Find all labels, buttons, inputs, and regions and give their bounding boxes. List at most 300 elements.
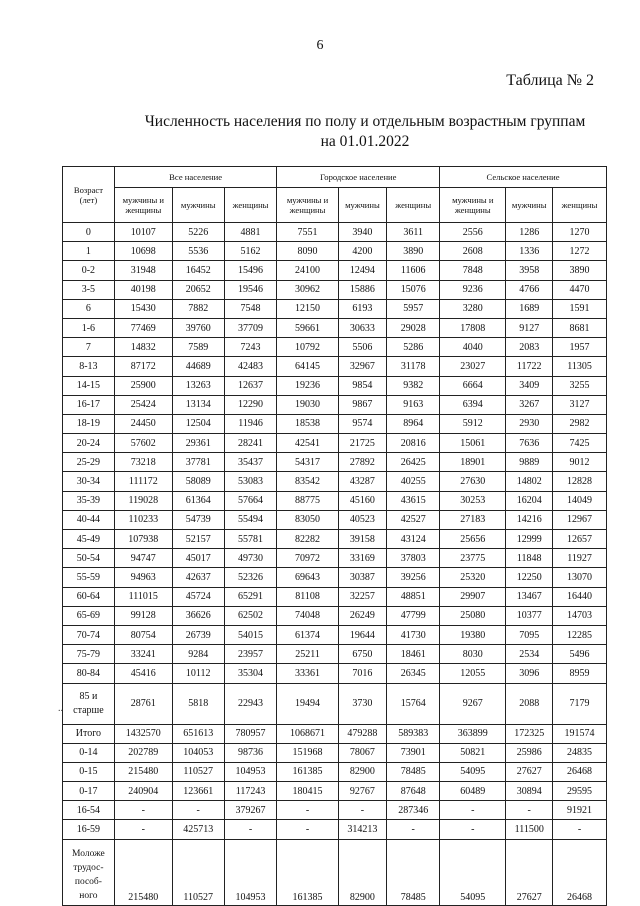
document-title: [60, 112, 640, 152]
value-cell: 78485: [387, 839, 440, 905]
value-cell: 45017: [172, 549, 224, 568]
title-line-1: Численность населения по полу и отдельным возрастным группам: [144, 113, 586, 130]
value-cell: 82900: [338, 762, 387, 781]
value-cell: -: [277, 820, 338, 839]
value-cell: 26345: [387, 664, 440, 683]
value-cell: 1068671: [277, 724, 338, 743]
value-cell: 73901: [387, 743, 440, 762]
value-cell: 45160: [338, 491, 387, 510]
value-cell: 19030: [277, 395, 338, 414]
value-cell: 10107: [114, 223, 172, 242]
value-cell: 14703: [553, 606, 607, 625]
age-group-cell: 30-34: [63, 472, 115, 491]
value-cell: 23027: [440, 357, 506, 376]
value-cell: 43287: [338, 472, 387, 491]
value-cell: 123661: [172, 782, 224, 801]
age-group-cell: 14-15: [63, 376, 115, 395]
value-cell: 94963: [114, 568, 172, 587]
value-cell: 31178: [387, 357, 440, 376]
table-row: [63, 664, 607, 683]
value-cell: 7636: [506, 434, 553, 453]
value-cell: -: [506, 801, 553, 820]
age-group-cell: 1-6: [63, 318, 115, 337]
value-cell: 2608: [440, 242, 506, 261]
header-all-women: женщины: [224, 188, 277, 223]
value-cell: 6750: [338, 645, 387, 664]
value-cell: 19494: [277, 683, 338, 724]
table-row: [63, 743, 607, 762]
value-cell: 64145: [277, 357, 338, 376]
value-cell: 27627: [506, 762, 553, 781]
age-group-cell: 20-24: [63, 434, 115, 453]
value-cell: 8681: [553, 318, 607, 337]
value-cell: 110233: [114, 510, 172, 529]
value-cell: 61374: [277, 625, 338, 644]
value-cell: 1270: [553, 223, 607, 242]
value-cell: 104953: [224, 762, 277, 781]
value-cell: 99128: [114, 606, 172, 625]
value-cell: 25900: [114, 376, 172, 395]
value-cell: 60489: [440, 782, 506, 801]
header-row-subgroups: [63, 188, 607, 223]
table-row: [63, 299, 607, 318]
value-cell: 2556: [440, 223, 506, 242]
value-cell: 54095: [440, 762, 506, 781]
value-cell: 15496: [224, 261, 277, 280]
value-cell: 8959: [553, 664, 607, 683]
value-cell: 27183: [440, 510, 506, 529]
value-cell: 87172: [114, 357, 172, 376]
value-cell: 52157: [172, 530, 224, 549]
value-cell: 1272: [553, 242, 607, 261]
value-cell: -: [224, 820, 277, 839]
value-cell: 94747: [114, 549, 172, 568]
header-rural-men: мужчины: [506, 188, 553, 223]
value-cell: 5286: [387, 338, 440, 357]
value-cell: 1432570: [114, 724, 172, 743]
value-cell: 5912: [440, 414, 506, 433]
value-cell: 11848: [506, 549, 553, 568]
value-cell: 25320: [440, 568, 506, 587]
value-cell: 29595: [553, 782, 607, 801]
value-cell: 47799: [387, 606, 440, 625]
value-cell: 9574: [338, 414, 387, 433]
table-row: [63, 645, 607, 664]
age-group-cell: 3-5: [63, 280, 115, 299]
value-cell: -: [114, 820, 172, 839]
value-cell: 30387: [338, 568, 387, 587]
age-group-cell: 18-19: [63, 414, 115, 433]
table-row: [63, 472, 607, 491]
age-group-cell: 25-29: [63, 453, 115, 472]
value-cell: 39760: [172, 318, 224, 337]
value-cell: 7179: [553, 683, 607, 724]
value-cell: 5506: [338, 338, 387, 357]
value-cell: 14832: [114, 338, 172, 357]
value-cell: 33169: [338, 549, 387, 568]
value-cell: 9236: [440, 280, 506, 299]
value-cell: 14802: [506, 472, 553, 491]
value-cell: 35304: [224, 664, 277, 683]
value-cell: 425713: [172, 820, 224, 839]
age-group-cell: 50-54: [63, 549, 115, 568]
value-cell: 1591: [553, 299, 607, 318]
value-cell: 42637: [172, 568, 224, 587]
value-cell: 27627: [506, 839, 553, 905]
age-group-cell: 0: [63, 223, 115, 242]
value-cell: 2930: [506, 414, 553, 433]
table-row: [63, 338, 607, 357]
value-cell: 15076: [387, 280, 440, 299]
age-group-cell: 0-17: [63, 782, 115, 801]
value-cell: 9382: [387, 376, 440, 395]
age-group-cell: 0-2: [63, 261, 115, 280]
header-row-groups: [63, 167, 607, 188]
value-cell: 30894: [506, 782, 553, 801]
value-cell: 36626: [172, 606, 224, 625]
value-cell: 215480: [114, 762, 172, 781]
table-row: [63, 395, 607, 414]
value-cell: 7243: [224, 338, 277, 357]
population-table: [62, 166, 607, 906]
value-cell: 8030: [440, 645, 506, 664]
value-cell: 25986: [506, 743, 553, 762]
value-cell: 379267: [224, 801, 277, 820]
value-cell: 81108: [277, 587, 338, 606]
value-cell: 3096: [506, 664, 553, 683]
value-cell: 69643: [277, 568, 338, 587]
table-row: [63, 357, 607, 376]
value-cell: 19380: [440, 625, 506, 644]
value-cell: 479288: [338, 724, 387, 743]
table-row: [63, 587, 607, 606]
value-cell: 111015: [114, 587, 172, 606]
value-cell: 8090: [277, 242, 338, 261]
value-cell: 589383: [387, 724, 440, 743]
value-cell: 28241: [224, 434, 277, 453]
value-cell: 40255: [387, 472, 440, 491]
value-cell: 9889: [506, 453, 553, 472]
age-group-cell: 1: [63, 242, 115, 261]
value-cell: 8964: [387, 414, 440, 433]
table-row: [63, 434, 607, 453]
value-cell: 11722: [506, 357, 553, 376]
value-cell: 54015: [224, 625, 277, 644]
value-cell: -: [387, 820, 440, 839]
value-cell: 15430: [114, 299, 172, 318]
value-cell: 119028: [114, 491, 172, 510]
value-cell: 3611: [387, 223, 440, 242]
table-row: [63, 625, 607, 644]
value-cell: 14216: [506, 510, 553, 529]
value-cell: 59661: [277, 318, 338, 337]
value-cell: 3255: [553, 376, 607, 395]
age-group-cell: 0-14: [63, 743, 115, 762]
value-cell: 3280: [440, 299, 506, 318]
header-age: Возраст (лет): [63, 167, 115, 223]
age-group-cell: 6: [63, 299, 115, 318]
value-cell: 45416: [114, 664, 172, 683]
value-cell: 7882: [172, 299, 224, 318]
value-cell: 9267: [440, 683, 506, 724]
age-group-cell: 70-74: [63, 625, 115, 644]
value-cell: 12290: [224, 395, 277, 414]
value-cell: 7589: [172, 338, 224, 357]
age-group-cell: 60-64: [63, 587, 115, 606]
value-cell: 363899: [440, 724, 506, 743]
value-cell: 12637: [224, 376, 277, 395]
value-cell: 13263: [172, 376, 224, 395]
value-cell: 25211: [277, 645, 338, 664]
value-cell: 21725: [338, 434, 387, 453]
value-cell: 215480: [114, 839, 172, 905]
value-cell: 191574: [553, 724, 607, 743]
value-cell: 4881: [224, 223, 277, 242]
value-cell: 42483: [224, 357, 277, 376]
age-group-cell: 7: [63, 338, 115, 357]
value-cell: 19644: [338, 625, 387, 644]
value-cell: 24100: [277, 261, 338, 280]
value-cell: 3890: [553, 261, 607, 280]
value-cell: 13134: [172, 395, 224, 414]
value-cell: 117243: [224, 782, 277, 801]
value-cell: 35437: [224, 453, 277, 472]
value-cell: 7095: [506, 625, 553, 644]
value-cell: 42541: [277, 434, 338, 453]
value-cell: 11305: [553, 357, 607, 376]
value-cell: 23775: [440, 549, 506, 568]
value-cell: -: [277, 801, 338, 820]
value-cell: 10377: [506, 606, 553, 625]
table-body: [63, 223, 607, 906]
value-cell: 50821: [440, 743, 506, 762]
age-group-cell: Итого: [63, 724, 115, 743]
value-cell: 3958: [506, 261, 553, 280]
value-cell: 11946: [224, 414, 277, 433]
header-urban-both: мужчины и женщины: [277, 188, 338, 223]
value-cell: 4766: [506, 280, 553, 299]
value-cell: 111500: [506, 820, 553, 839]
table-row: [63, 606, 607, 625]
value-cell: 65291: [224, 587, 277, 606]
age-group-cell: 40-44: [63, 510, 115, 529]
table-row: [63, 820, 607, 839]
value-cell: 4470: [553, 280, 607, 299]
value-cell: 41730: [387, 625, 440, 644]
value-cell: 37803: [387, 549, 440, 568]
value-cell: 104953: [224, 839, 277, 905]
value-cell: 87648: [387, 782, 440, 801]
value-cell: 73218: [114, 453, 172, 472]
value-cell: 161385: [277, 762, 338, 781]
value-cell: 52326: [224, 568, 277, 587]
value-cell: 3409: [506, 376, 553, 395]
value-cell: 82900: [338, 839, 387, 905]
table-row: [63, 782, 607, 801]
value-cell: 29907: [440, 587, 506, 606]
value-cell: 9163: [387, 395, 440, 414]
value-cell: 12999: [506, 530, 553, 549]
value-cell: 172325: [506, 724, 553, 743]
value-cell: 25080: [440, 606, 506, 625]
value-cell: 12285: [553, 625, 607, 644]
value-cell: 27630: [440, 472, 506, 491]
value-cell: 202789: [114, 743, 172, 762]
value-cell: 11606: [387, 261, 440, 280]
value-cell: 5496: [553, 645, 607, 664]
table-row: [63, 549, 607, 568]
table-row: [63, 568, 607, 587]
value-cell: 12967: [553, 510, 607, 529]
value-cell: 12494: [338, 261, 387, 280]
table-row: [63, 280, 607, 299]
value-cell: 16440: [553, 587, 607, 606]
header-urban-women: женщины: [387, 188, 440, 223]
value-cell: 780957: [224, 724, 277, 743]
value-cell: 151968: [277, 743, 338, 762]
value-cell: 43615: [387, 491, 440, 510]
value-cell: 18901: [440, 453, 506, 472]
value-cell: 110527: [172, 762, 224, 781]
value-cell: 2083: [506, 338, 553, 357]
value-cell: 12828: [553, 472, 607, 491]
value-cell: 48851: [387, 587, 440, 606]
value-cell: 1286: [506, 223, 553, 242]
value-cell: 10792: [277, 338, 338, 357]
value-cell: 39158: [338, 530, 387, 549]
value-cell: 111172: [114, 472, 172, 491]
table-row: [63, 762, 607, 781]
value-cell: 12150: [277, 299, 338, 318]
value-cell: 83050: [277, 510, 338, 529]
header-rural-both: мужчины и женщины: [440, 188, 506, 223]
value-cell: 92767: [338, 782, 387, 801]
header-group-rural: Сельское население: [440, 167, 607, 188]
value-cell: 43124: [387, 530, 440, 549]
value-cell: 9127: [506, 318, 553, 337]
value-cell: 1689: [506, 299, 553, 318]
value-cell: 62502: [224, 606, 277, 625]
value-cell: 37781: [172, 453, 224, 472]
value-cell: 44689: [172, 357, 224, 376]
value-cell: 55781: [224, 530, 277, 549]
value-cell: 83542: [277, 472, 338, 491]
value-cell: 98736: [224, 743, 277, 762]
value-cell: 7016: [338, 664, 387, 683]
value-cell: 3730: [338, 683, 387, 724]
value-cell: 28761: [114, 683, 172, 724]
table-row: [63, 242, 607, 261]
table-row: [63, 839, 607, 905]
value-cell: 25424: [114, 395, 172, 414]
value-cell: 18461: [387, 645, 440, 664]
value-cell: 13467: [506, 587, 553, 606]
age-group-cell: 16-59: [63, 820, 115, 839]
value-cell: 9854: [338, 376, 387, 395]
value-cell: 314213: [338, 820, 387, 839]
value-cell: 37709: [224, 318, 277, 337]
value-cell: 5957: [387, 299, 440, 318]
value-cell: 3940: [338, 223, 387, 242]
value-cell: 78485: [387, 762, 440, 781]
value-cell: -: [553, 820, 607, 839]
value-cell: 17808: [440, 318, 506, 337]
age-group-cell: 75-79: [63, 645, 115, 664]
value-cell: 61364: [172, 491, 224, 510]
value-cell: 240904: [114, 782, 172, 801]
value-cell: 651613: [172, 724, 224, 743]
table-row: [63, 491, 607, 510]
value-cell: 3890: [387, 242, 440, 261]
value-cell: 9867: [338, 395, 387, 414]
value-cell: 11927: [553, 549, 607, 568]
value-cell: 24835: [553, 743, 607, 762]
age-group-cell: Моложе трудос- пособ- ного: [63, 839, 115, 905]
value-cell: 77469: [114, 318, 172, 337]
value-cell: 27892: [338, 453, 387, 472]
table-row: [63, 261, 607, 280]
table-row: [63, 530, 607, 549]
value-cell: 42527: [387, 510, 440, 529]
value-cell: 80754: [114, 625, 172, 644]
value-cell: 20816: [387, 434, 440, 453]
value-cell: 20652: [172, 280, 224, 299]
value-cell: 10698: [114, 242, 172, 261]
header-rural-women: женщины: [553, 188, 607, 223]
value-cell: 82282: [277, 530, 338, 549]
value-cell: 15764: [387, 683, 440, 724]
value-cell: 107938: [114, 530, 172, 549]
value-cell: 25656: [440, 530, 506, 549]
value-cell: 4040: [440, 338, 506, 357]
value-cell: 161385: [277, 839, 338, 905]
value-cell: 40198: [114, 280, 172, 299]
table-row: [63, 318, 607, 337]
value-cell: 7548: [224, 299, 277, 318]
value-cell: 26425: [387, 453, 440, 472]
value-cell: 180415: [277, 782, 338, 801]
value-cell: 57602: [114, 434, 172, 453]
age-group-cell: 65-69: [63, 606, 115, 625]
value-cell: 54317: [277, 453, 338, 472]
value-cell: 2982: [553, 414, 607, 433]
value-cell: 9284: [172, 645, 224, 664]
value-cell: -: [172, 801, 224, 820]
value-cell: 12250: [506, 568, 553, 587]
value-cell: 7848: [440, 261, 506, 280]
value-cell: 40523: [338, 510, 387, 529]
value-cell: 70972: [277, 549, 338, 568]
table-label: Таблица № 2: [506, 72, 594, 89]
value-cell: 5818: [172, 683, 224, 724]
value-cell: 22943: [224, 683, 277, 724]
value-cell: 110527: [172, 839, 224, 905]
value-cell: 6394: [440, 395, 506, 414]
table-row: [63, 724, 607, 743]
value-cell: 33361: [277, 664, 338, 683]
value-cell: 30633: [338, 318, 387, 337]
header-all-men: мужчины: [172, 188, 224, 223]
value-cell: 33241: [114, 645, 172, 664]
value-cell: 13070: [553, 568, 607, 587]
age-group-cell: 8-13: [63, 357, 115, 376]
age-group-cell: 35-39: [63, 491, 115, 510]
value-cell: 32257: [338, 587, 387, 606]
value-cell: 32967: [338, 357, 387, 376]
value-cell: -: [338, 801, 387, 820]
value-cell: 88775: [277, 491, 338, 510]
value-cell: 16452: [172, 261, 224, 280]
